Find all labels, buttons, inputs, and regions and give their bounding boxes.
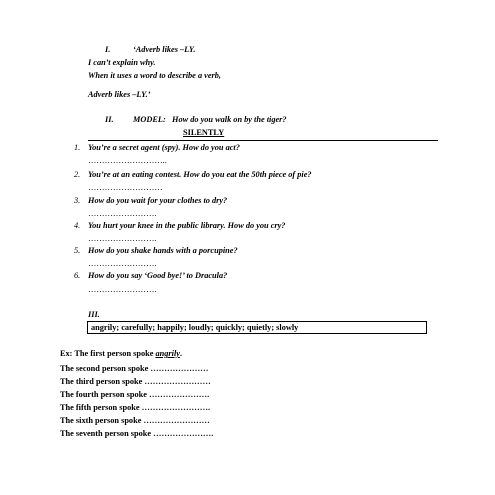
- question-number: 6.: [74, 271, 81, 280]
- answer-blank[interactable]: …………………….: [88, 285, 157, 294]
- section-3-numeral: III.: [88, 310, 100, 319]
- section-1-numeral: I.: [105, 45, 111, 54]
- question-number: 5.: [74, 246, 81, 255]
- poem-line-2: When it uses a word to describe a verb,: [88, 71, 221, 80]
- exercise-line: [60, 365, 208, 373]
- poem-line-3: Adverb likes –LY.’: [88, 90, 151, 99]
- answer-blank[interactable]: …………………….: [141, 403, 211, 412]
- answer-blank[interactable]: ………………….: [148, 390, 210, 399]
- example-sentence: [60, 350, 182, 358]
- answer-blank[interactable]: ……………………: [144, 377, 211, 386]
- exercise-label: The second person spoke: [60, 364, 149, 373]
- section-2-numeral: II.: [105, 115, 114, 124]
- question-number: 3.: [74, 196, 81, 205]
- exercise-label: The fifth person spoke: [60, 403, 140, 412]
- question-text: You’re at an eating contest. How do you eat the 50th piece of pie?: [88, 170, 312, 179]
- model-answer: SILENTLY: [183, 128, 225, 137]
- question-text: How do you shake hands with a porcupine?: [88, 246, 238, 255]
- poem-line-1: I can’t explain why.: [88, 58, 156, 67]
- answer-blank[interactable]: ………………….: [153, 429, 214, 438]
- question-text: How do you wait for your clothes to dry?: [88, 196, 228, 205]
- exercise-label: The fourth person spoke: [60, 390, 147, 399]
- poem-title: ‘Adverb likes –LY.: [133, 45, 196, 54]
- question-number: 4.: [74, 221, 81, 230]
- model-label: MODEL:: [133, 115, 166, 124]
- word-bank-box: [87, 321, 427, 334]
- exercise-line: [60, 430, 213, 438]
- answer-blank[interactable]: ……………………: [143, 416, 210, 425]
- example-answer: angrily: [155, 349, 180, 358]
- exercise-line: [60, 378, 211, 386]
- question-number: 1.: [74, 143, 81, 152]
- exercise-label: The sixth person spoke: [60, 416, 142, 425]
- model-question: How do you walk on by the tiger?: [172, 115, 287, 124]
- exercise-label: The seventh person spoke: [60, 429, 152, 438]
- section-divider: [88, 140, 438, 141]
- question-number: 2.: [74, 170, 81, 179]
- question-text: You hurt your knee in the public library. How do you cry?: [88, 221, 286, 230]
- example-prefix: Ex: The first person spoke: [60, 349, 156, 358]
- word-bank: angrily; carefully; happily; loudly; quickly; quietly; slowly: [91, 323, 299, 332]
- exercise-line: [60, 417, 210, 425]
- answer-blank[interactable]: …………………: [150, 364, 209, 373]
- question-text: How do you say ‘Good bye!’ to Dracula?: [88, 271, 228, 280]
- example-end: .: [179, 349, 183, 358]
- answer-blank[interactable]: ………………………..: [88, 156, 167, 165]
- exercise-line: [60, 391, 209, 399]
- exercise-label: The third person spoke: [60, 377, 143, 386]
- answer-blank[interactable]: …………………….: [88, 259, 157, 268]
- answer-blank[interactable]: …………………….: [88, 209, 157, 218]
- answer-blank[interactable]: …………………….: [88, 234, 157, 243]
- question-text: You’re a secret agent (spy). How do you act?: [88, 143, 240, 152]
- answer-blank[interactable]: ………………………: [88, 183, 163, 192]
- exercise-line: [60, 404, 210, 412]
